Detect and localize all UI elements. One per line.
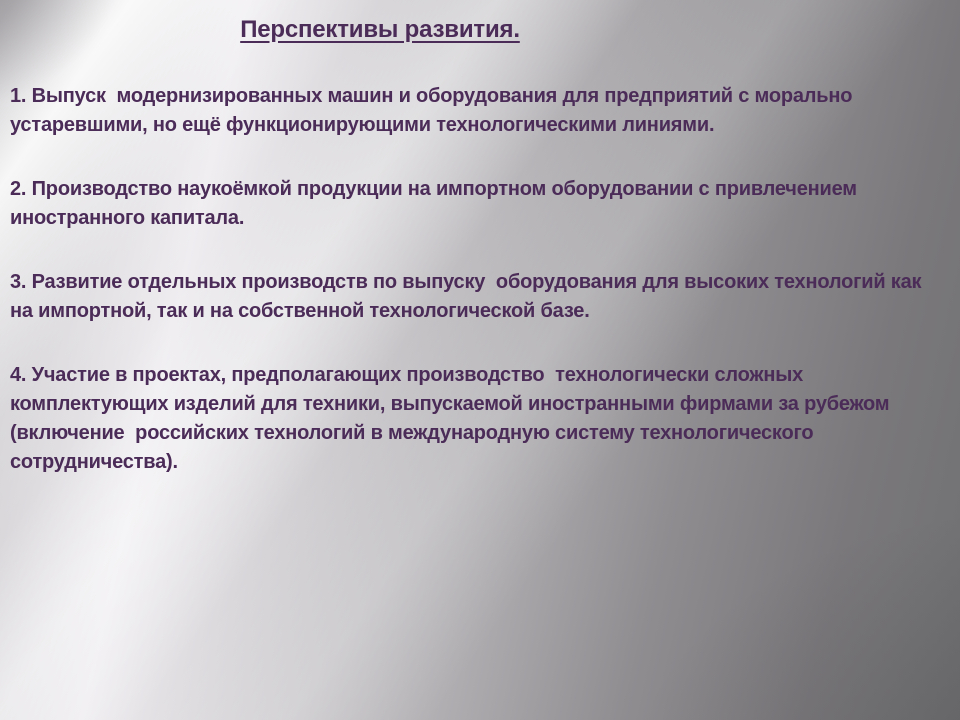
slide-title: Перспективы развития. [240, 16, 520, 43]
slide-body [0, 82, 960, 477]
development-prospect-item-1: 1. Выпуск модернизированных машин и оборудования для предприятий с морально устаревшими, но ещё функционирующими технологическими линиями. [10, 85, 858, 136]
development-prospect-item-4: 4. Участие в проектах, предполагающих производство технологически сложных комплектующих изделий для техники, выпускаемой иностранными фирмами за рубежом (включение российских технологий в международную систему технологического сотрудничества). [10, 364, 895, 473]
development-prospect-item-2: 2. Производство наукоёмкой продукции на импортном оборудовании с привлечением иностранного капитала. [10, 178, 863, 229]
development-prospect-item-3: 3. Развитие отдельных производств по выпуску оборудования для высоких технологий как на импортной, так и на собственной технологической базе. [10, 271, 927, 322]
